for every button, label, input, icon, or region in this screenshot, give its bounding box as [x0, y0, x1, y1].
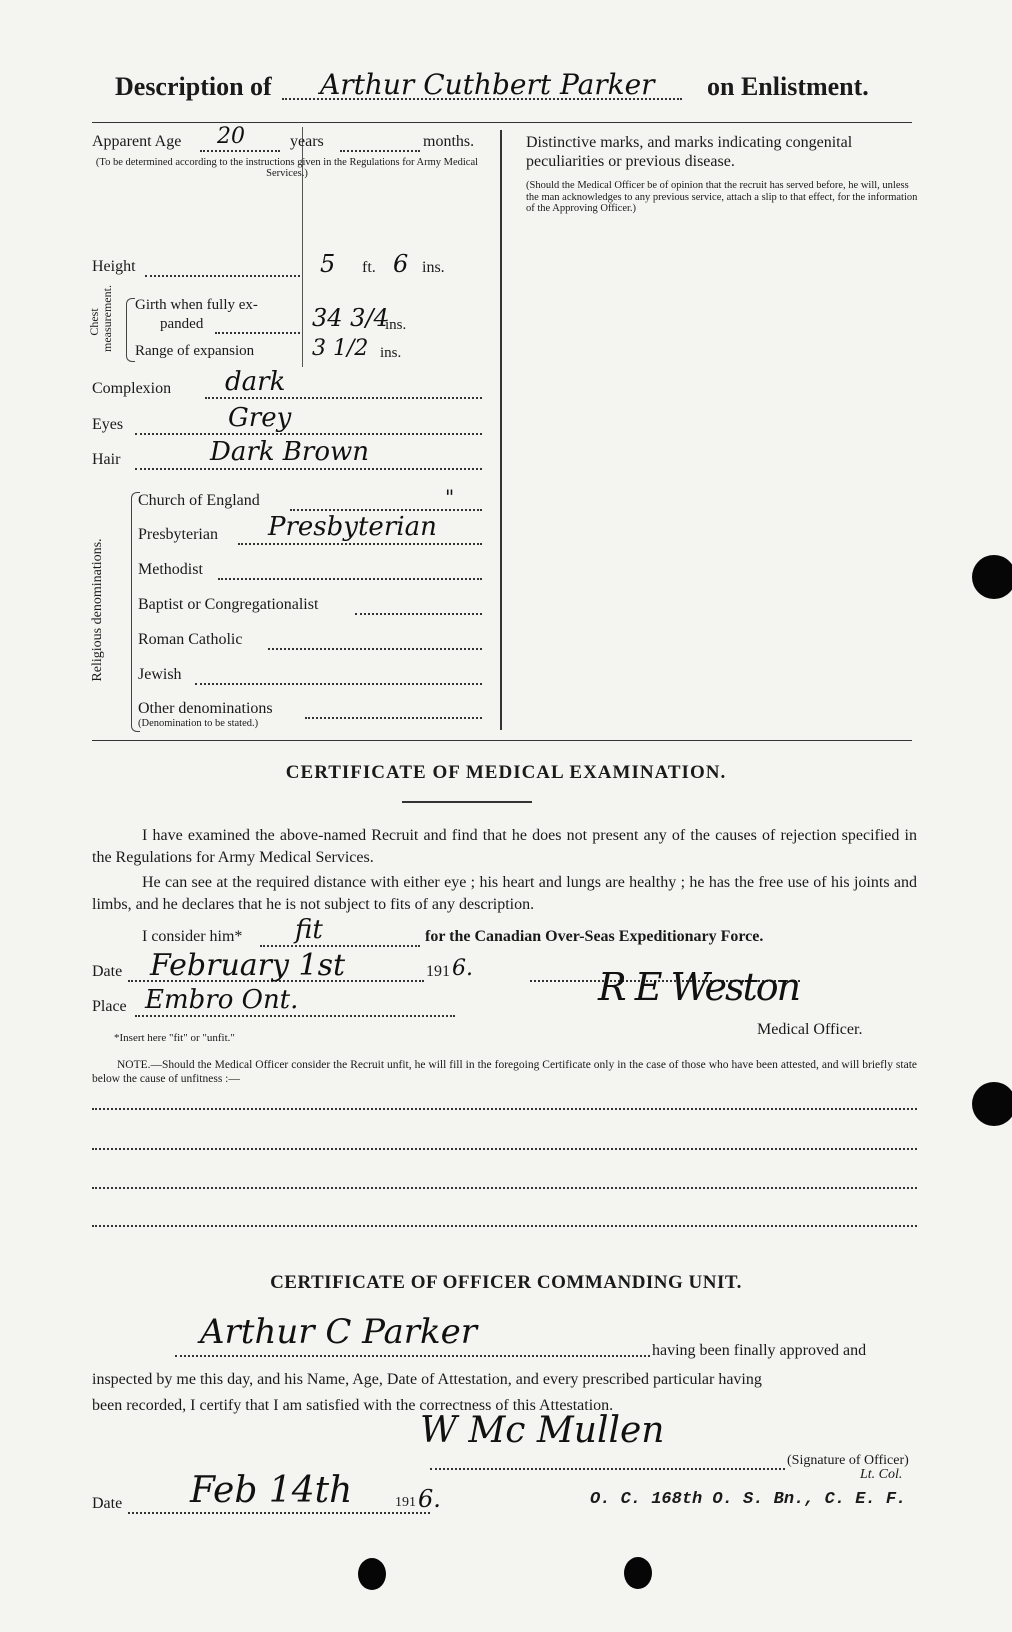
- religion-church-of-england-value: ": [445, 485, 455, 509]
- hair-value: Dark Brown: [210, 437, 369, 467]
- months-label: months.: [423, 133, 475, 150]
- force-label: for the Canadian Over-Seas Expeditionary Force.: [425, 928, 764, 945]
- header-suffix: on Enlistment.: [707, 72, 869, 101]
- religion-methodist: Methodist: [138, 561, 203, 578]
- commanding-date-label: Date: [92, 1495, 123, 1512]
- punch-hole: [624, 1557, 652, 1589]
- height-ft-value: 5: [320, 250, 336, 278]
- header-prefix: Description of: [115, 72, 272, 101]
- commanding-date-value: Feb 14th: [190, 1470, 353, 1511]
- height-label: Height: [92, 258, 136, 275]
- place-label: Place: [92, 998, 127, 1015]
- complexion-label: Complexion: [92, 380, 172, 397]
- girth-label-1: Girth when fully ex-: [135, 297, 258, 313]
- commanding-line-3: been recorded, I certify that I am satisfied with the correctness of this Attestation.: [92, 1397, 614, 1414]
- ins-label-girth: ins.: [385, 317, 407, 333]
- commanding-title: CERTIFICATE OF OFFICER COMMANDING UNIT.: [270, 1272, 742, 1293]
- rank-note: Lt. Col.: [860, 1467, 903, 1482]
- medical-officer-signature: R E Weston: [598, 965, 800, 1009]
- signature-of-officer-label: (Signature of Officer): [787, 1453, 909, 1468]
- consider-value: fit: [295, 915, 323, 945]
- punch-hole: [972, 1082, 1012, 1126]
- medical-year-suffix: 6.: [452, 956, 473, 981]
- eyes-value: Grey: [228, 403, 292, 433]
- commanding-line-2: inspected by me this day, and his Name, Age, Date of Attestation, and every prescribed particular having: [92, 1371, 762, 1388]
- punch-hole: [358, 1558, 386, 1590]
- age-value: 20: [217, 124, 245, 149]
- commanding-officer-signature: W Mc Mullen: [420, 1410, 665, 1451]
- girth-label-2: panded: [160, 316, 204, 332]
- religion-baptist: Baptist or Congregationalist: [138, 596, 319, 613]
- insert-note: *Insert here "fit" or "unfit.": [114, 1032, 235, 1044]
- religion-presbyterian: Presbyterian: [138, 526, 218, 543]
- apparent-age-label: Apparent Age: [92, 133, 182, 150]
- chest-measurement-label: Chest measurement.: [87, 285, 114, 352]
- commanding-line-1: having been finally approved and: [652, 1342, 867, 1359]
- commanding-year-prefix: 191: [395, 1495, 416, 1510]
- range-label: Range of expansion: [135, 343, 255, 359]
- ins-label-height: ins.: [422, 259, 445, 276]
- marks-title-1: Distinctive marks, and marks indicating congenital: [526, 134, 853, 151]
- consider-label: I consider him*: [142, 928, 243, 945]
- medical-para-1: I have examined the above-named Recruit and find that he does not present any of the causes of rejection specified in the Regulations for Army Medical Services.: [92, 827, 917, 866]
- place-value: Embro Ont.: [145, 985, 299, 1015]
- religion-roman-catholic: Roman Catholic: [138, 631, 243, 648]
- years-label: years: [290, 133, 324, 150]
- other-denomination-note: (Denomination to be stated.): [138, 718, 259, 729]
- medical-title: CERTIFICATE OF MEDICAL EXAMINATION.: [285, 762, 727, 783]
- religion-church-of-england: Church of England: [138, 492, 260, 509]
- commanding-name: Arthur C Parker: [200, 1312, 477, 1352]
- medical-officer-label: Medical Officer.: [757, 1021, 863, 1038]
- height-in-value: 6: [393, 250, 409, 278]
- religion-label: Religious denominations.: [90, 538, 105, 682]
- ins-label-range: ins.: [380, 345, 402, 361]
- complexion-value: dark: [225, 367, 286, 397]
- medical-para-2: He can see at the required distance with either eye ; his heart and lungs are healthy ; he has the free use of his joints and limbs, and he declares that he is not subject to fits of any description.: [92, 874, 917, 913]
- punch-hole: [972, 555, 1012, 599]
- religion-other: Other denominations: [138, 700, 273, 717]
- girth-value: 34 3/4: [312, 304, 389, 332]
- unit-stamp: O. C. 168th O. S. Bn., C. E. F.: [590, 1490, 907, 1509]
- marks-note: (Should the Medical Officer be of opinion that the recruit has served before, he will, unless the man acknowledges to any previous service, attach a slip to that effect, for the information of the Approving Officer.): [526, 180, 918, 214]
- hair-label: Hair: [92, 451, 121, 468]
- commanding-year-suffix: 6.: [418, 1485, 441, 1513]
- religion-jewish: Jewish: [138, 666, 182, 683]
- range-value: 3 1/2: [312, 336, 369, 361]
- religion-presbyterian-value: Presbyterian: [268, 512, 437, 542]
- ft-label: ft.: [362, 259, 376, 276]
- eyes-label: Eyes: [92, 416, 124, 433]
- medical-year-prefix: 191: [426, 963, 450, 980]
- medical-date-label: Date: [92, 963, 123, 980]
- marks-title-2: peculiarities or previous disease.: [526, 153, 735, 170]
- medical-date-value: February 1st: [150, 948, 346, 983]
- age-note: (To be determined according to the instructions given in the Regulations for Army Medical Services.): [95, 157, 479, 179]
- enlistee-name: Arthur Cuthbert Parker: [320, 68, 655, 101]
- medical-note: NOTE.—Should the Medical Officer consider the Recruit unfit, he will fill in the foregoing Certificate only in the case of those who have been attested, and will briefly state below the cause of unfitness :—: [92, 1059, 917, 1085]
